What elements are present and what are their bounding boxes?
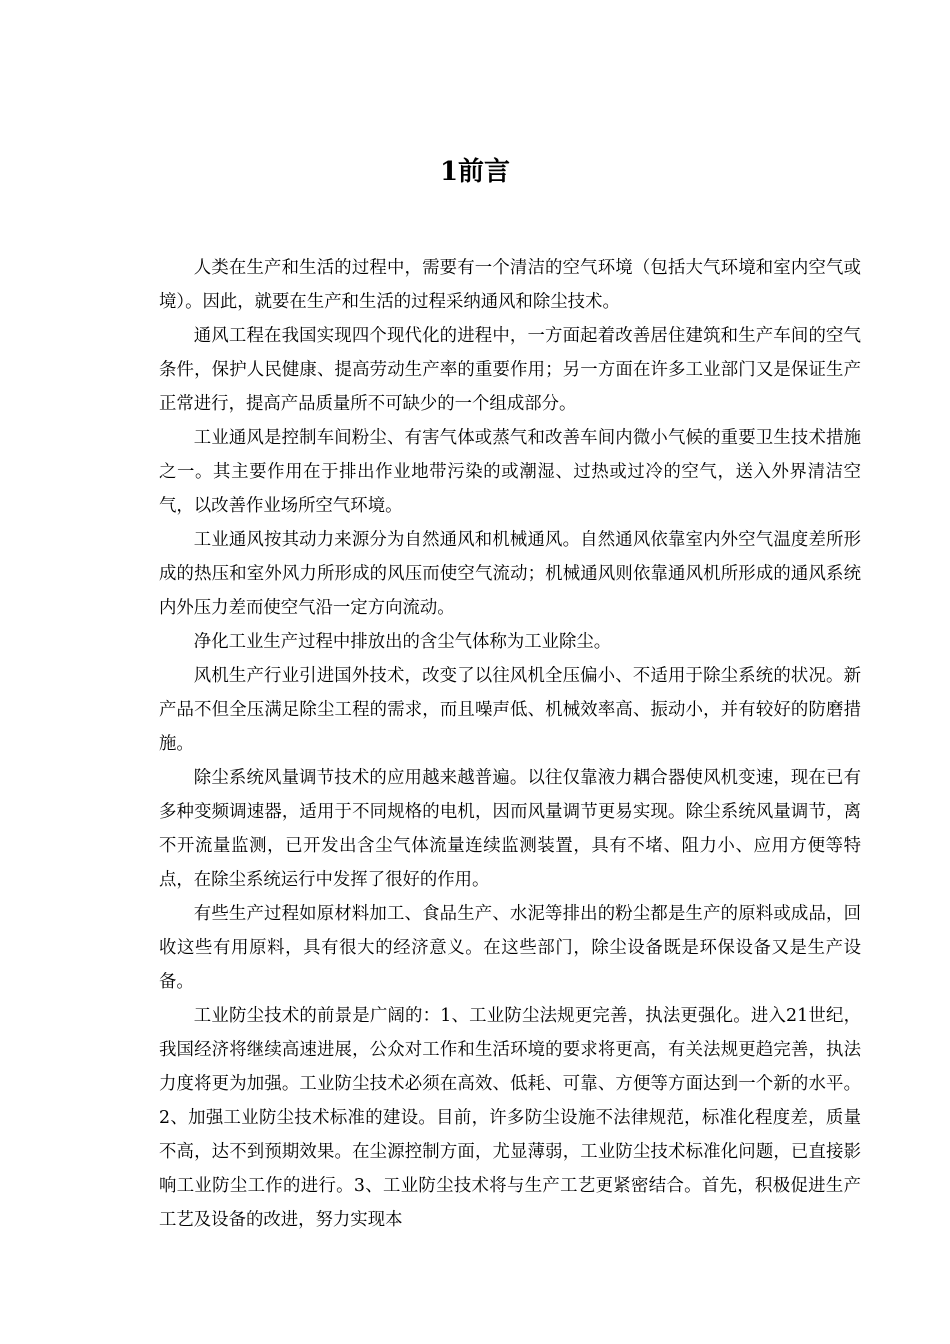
paragraph-1: 人类在生产和生活的过程中，需要有一个清洁的空气环境（包括大气环境和室内空气或境）。因此，就要在生产和生活的过程采纳通风和除尘技术。 xyxy=(159,258,861,312)
paragraph-2: 通风工程在我国实现四个现代化的进程中，一方面起着改善居住建筑和生产车间的空气条件，保护人民健康、提高劳动生产率的重要作用；另一方面在许多工业部门又是保证生产正常进行，提高产品质量所不可缺少的一个组成部分。 xyxy=(159,326,861,414)
section-title: 1前言 xyxy=(439,157,511,187)
paragraph-7: 除尘系统风量调节技术的应用越来越普遍。以往仅靠液力耦合器使风机变速，现在已有多种变频调速器，适用于不同规格的电机，因而风量调节更易实现。除尘系统风量调节，离不开流量监测，已开发出含尘气体流量连续监测装置，具有不堵、阻力小、应用方便等特点，在除尘系统运行中发挥了很好的作用。 xyxy=(159,768,861,890)
paragraph-3: 工业通风是控制车间粉尘、有害气体或蒸气和改善车间内微小气候的重要卫生技术措施之一。其主要作用在于排出作业地带污染的或潮湿、过热或过冷的空气，送入外界清洁空气，以改善作业场所空气环境。 xyxy=(159,428,861,516)
paragraph-9: 工业防尘技术的前景是广阔的：1、工业防尘法规更完善，执法更强化。进入21世纪，我国经济将继续高速进展，公众对工作和生活环境的要求将更高，有关法规更趋完善，执法力度将更为加强。工业防尘技术必须在高效、低耗、可靠、方便等方面达到一个新的水平。2、加强工业防尘技术标准的建设。目前，许多防尘设施不法律规范，标准化程度差，质量不高，达不到预期效果。在尘源控制方面，尤显薄弱，工业防尘技术标准化问题，已直接影响工业防尘工作的进行。3、工业防尘技术将与生产工艺更紧密结合。首先，积极促进生产工艺及设备的改进，努力实现本 xyxy=(159,1006,861,1230)
paragraph-5: 净化工业生产过程中排放出的含尘气体称为工业除尘。 xyxy=(193,632,612,652)
paragraph-8: 有些生产过程如原材料加工、食品生产、水泥等排出的粉尘都是生产的原料或成品，回收这些有用原料，具有很大的经济意义。在这些部门，除尘设备既是环保设备又是生产设备。 xyxy=(159,904,861,992)
body-text xyxy=(159,251,861,1237)
paragraph-4: 工业通风按其动力来源分为自然通风和机械通风。自然通风依靠室内外空气温度差所形成的热压和室外风力所形成的风压而使空气流动；机械通风则依靠通风机所形成的通风系统内外压力差而使空气沿一定方向流动。 xyxy=(159,530,861,618)
paragraph-6: 风机生产行业引进国外技术，改变了以往风机全压偏小、不适用于除尘系统的状况。新产品不但全压满足除尘工程的需求，而且噪声低、机械效率高、振动小，并有较好的防磨措施。 xyxy=(159,666,861,754)
